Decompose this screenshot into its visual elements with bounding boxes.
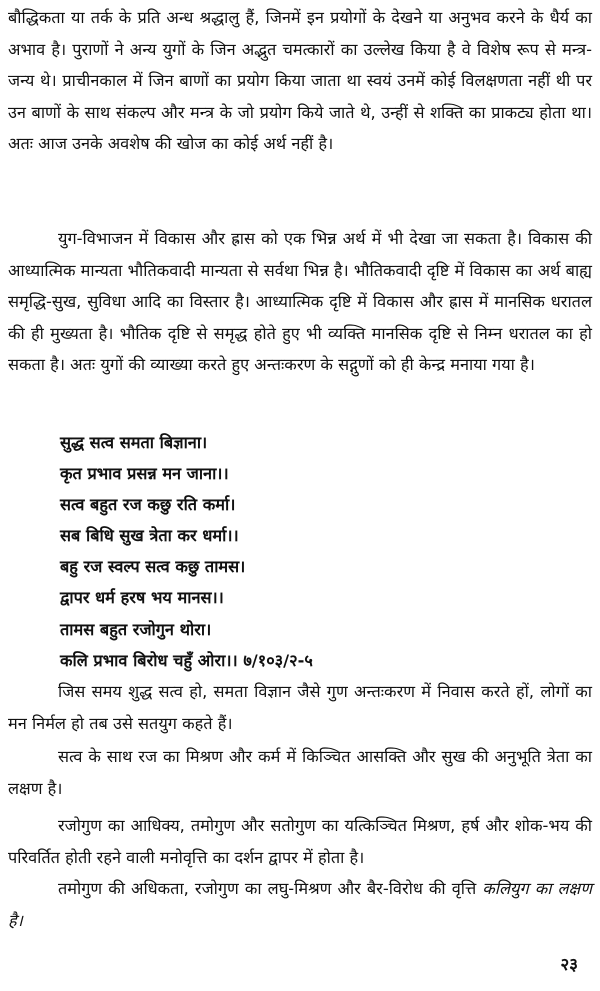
page-number: २३ bbox=[560, 955, 578, 975]
paragraph-treta: सत्व के साथ रज का मिश्रण और कर्म में किञ्चित आसक्ति और सुख की अनुभूति त्रेता का लक्षण है। bbox=[8, 747, 592, 798]
kaliyuga-text: तमोगुण की अधिकता, रजोगुण का लघु-मिश्रण और बैर-विरोध की वृत्ति bbox=[58, 879, 483, 898]
verse-line: सुद्ध सत्व समता बिज्ञाना। bbox=[60, 433, 208, 452]
kaliyuga-italic-text: कलियुग का लक्षण है। bbox=[8, 879, 592, 930]
verse-line: सत्व बहुत रज कछु रति कर्मा। bbox=[60, 495, 236, 515]
verse-line: तामस बहुत रजोगुन थोरा। bbox=[60, 619, 212, 639]
paragraph-mantra-usage: बौद्धिकता या तर्क के प्रति अन्ध श्रद्धालु हैं, जिनमें इन प्रयोगों के देखने या अनुभव करने के धैर्य का अभाव है। पुराणों ने अन्य युगों के जिन अद्भुत चमत्कारों का उल्लेख किया है वे विशेष रूप से मन्त्र-जन्य थे। प्राचीनकाल में जिन बाणों का प्रयोग किया जाता था स्वयं उनमें कोई विलक्षणता नहीं थी पर उन बाणों के साथ संकल्प और मन्त्र के जो प्रयोग किये जाते थे, उन्हीं से शक्ति का प्राकट्य होता था। अतः आज उनके अवशेष की खोज का कोई अर्थ नहीं है। bbox=[8, 8, 592, 153]
verse-line: बहु रज स्वल्प सत्व कछु तामस। bbox=[60, 557, 246, 577]
verse-line: सब बिधि सुख त्रेता कर धर्मा।। bbox=[60, 526, 239, 546]
verse-line: द्वापर धर्म हरष भय मानस।। bbox=[60, 588, 224, 608]
paragraph-yuga-division: युग-विभाजन में विकास और ह्रास को एक भिन्न अर्थ में भी देखा जा सकता है। विकास की आध्यात्मिक मान्यता भौतिकवादी मान्यता से सर्वथा भिन्न है। भौतिकवादी दृष्टि में विकास का अर्थ बाह्य समृद्धि-सुख, सुविधा आदि का विस्तार है। आध्यात्मिक दृष्टि में विकास और ह्रास में मानसिक धरातल की ही मुख्यता है। भौतिक दृष्टि से समृद्ध होते हुए भी व्यक्ति मानसिक दृष्टि से निम्न धरातल का हो सकता है। अतः युगों की व्याख्या करते हुए अन्तःकरण के सद्गुणों को ही केन्द्र मनाया गया है। bbox=[8, 229, 592, 374]
paragraph-kaliyuga bbox=[8, 873, 592, 936]
paragraph-satyuga: जिस समय शुद्ध सत्व हो, समता विज्ञान जैसे गुण अन्तःकरण में निवास करते हों, लोगों का मन निर्मल हो तब उसे सतयुग कहते हैं। bbox=[8, 682, 592, 733]
verse-line: कलि प्रभाव बिरोध चहुँ ओरा।। ७/१०३/२-५ bbox=[60, 650, 313, 670]
verse-block bbox=[60, 427, 590, 676]
paragraph-dwapar: रजोगुण का आधिक्य, तमोगुण और सतोगुण का यत्किञ्चित मिश्रण, हर्ष और शोक-भय की परिवर्तित होती रहने वाली मनोवृत्ति का दर्शन द्वापर में होता है। bbox=[8, 816, 592, 867]
verse-line: कृत प्रभाव प्रसन्न मन जाना।। bbox=[60, 464, 229, 484]
